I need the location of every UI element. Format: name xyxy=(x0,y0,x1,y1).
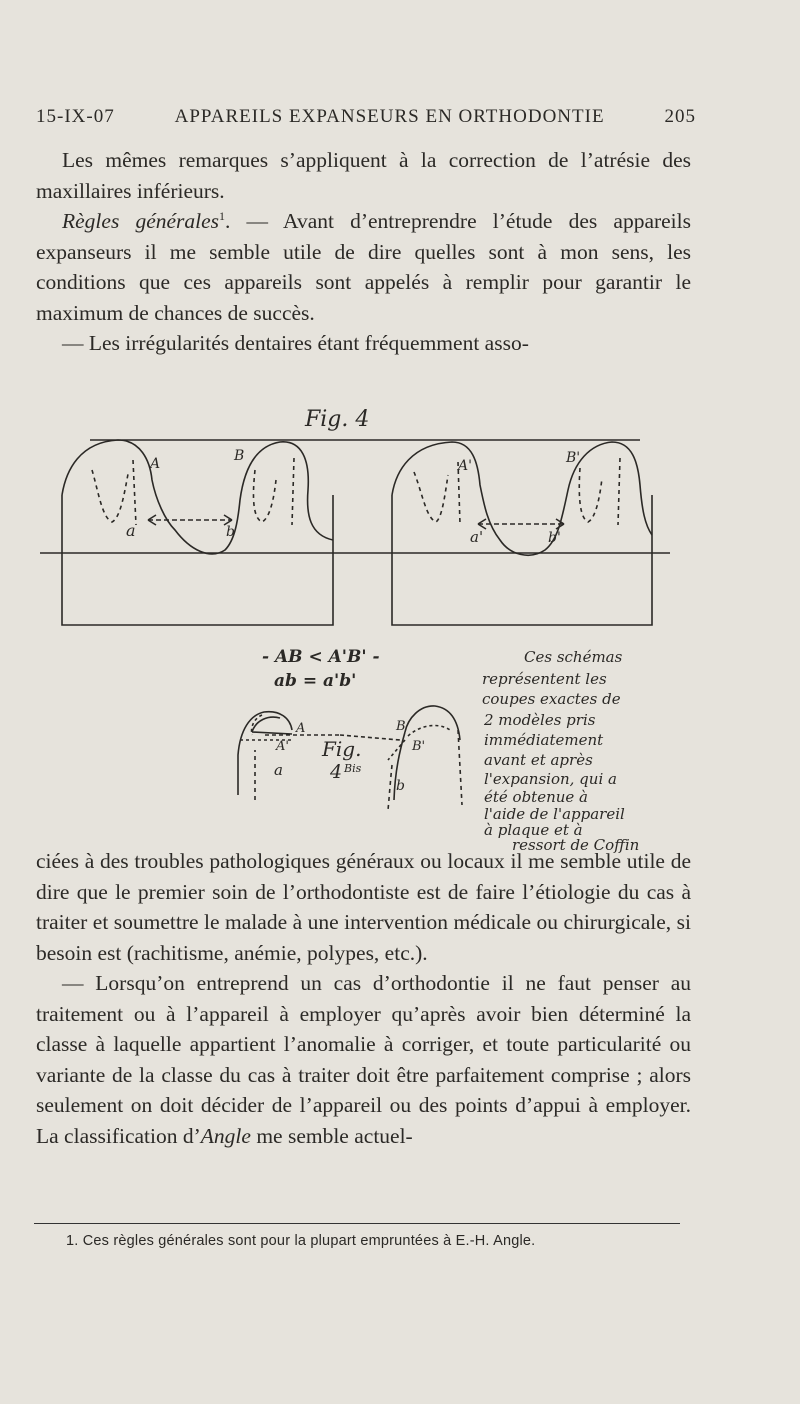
label-b-prime: b' xyxy=(548,530,561,546)
footnote-ref: 1 xyxy=(219,208,226,223)
label-B-bis: B xyxy=(396,719,406,734)
paragraph-4-end: me semble actuel- xyxy=(250,1123,413,1148)
footnote-divider xyxy=(34,1223,680,1224)
paragraph-4-text: — Lorsqu’on entreprend un cas d’orthodontie il ne faut penser au traitement ou à l’appareil à employer qu’après avoir bien déterminé la classe à laquelle appartient l’anomalie à corriger, et toute particularité ou variante de la classe du cas à traiter doit être parfaitement comprise ; alors seulement on doit décider de l’appareil ou des points d’appui à employer. La classification d’ xyxy=(36,971,691,1148)
label-A-prime-bis: A' xyxy=(276,739,289,754)
header-title: APPAREILS EXPANSEURS EN ORTHODONTIE xyxy=(174,106,605,127)
formula-inequality: - AB < A'B' - xyxy=(262,647,380,667)
label-a: a xyxy=(126,521,136,540)
author-name: Angle xyxy=(200,1123,251,1148)
fig4bis-number: 4 xyxy=(330,761,343,783)
figure-4 xyxy=(40,400,720,854)
label-B-prime-bis: B' xyxy=(412,739,426,754)
text-block-bottom xyxy=(36,846,691,1151)
text-block-top xyxy=(36,145,691,359)
paragraph-2 xyxy=(36,206,691,328)
fig4bis-suffix: Bis xyxy=(344,762,362,775)
header-date: 15-IX-07 xyxy=(36,106,115,127)
paragraph-3-continued: ciées à des troubles pathologiques généraux ou locaux il me semble utile de dire que le premier soin de l’orthodontiste est de faire l’étiologie du cas à traiter et soumettre le malade à une intervention médicale ou chirurgicale, si besoin est (rachitisme, anémie, polypes, etc.). xyxy=(36,849,691,965)
page-header xyxy=(36,106,696,128)
label-B-prime: B' xyxy=(566,450,581,466)
fig4bis-title: Fig. xyxy=(322,737,362,761)
caption-line: été obtenue à xyxy=(484,788,588,806)
caption-line: ressort de Coffin xyxy=(512,836,640,854)
label-A-bis: A xyxy=(296,721,306,736)
caption-line: avant et après xyxy=(484,751,593,769)
label-b: b xyxy=(226,524,235,540)
caption-line: Ces schémas xyxy=(524,648,623,666)
caption-line: représentent les xyxy=(482,670,607,688)
figure-caption xyxy=(482,648,639,854)
caption-line: l'aide de l'appareil xyxy=(484,805,625,823)
dental-diagram xyxy=(40,400,720,854)
caption-line: 2 modèles pris xyxy=(484,711,596,729)
label-B: B xyxy=(234,448,245,464)
paragraph-1: Les mêmes remarques s’appliquent à la correction de l’atrésie des maxillaires inférieurs. xyxy=(36,148,691,203)
caption-line: immédiatement xyxy=(484,731,604,749)
section-heading: Règles générales xyxy=(62,209,220,233)
footnote: 1. Ces règles générales sont pour la plupart empruntées à E.-H. Angle. xyxy=(66,1233,536,1249)
label-a-bis: a xyxy=(274,761,283,779)
fig4-title: Fig. 4 xyxy=(305,407,370,432)
label-A: A xyxy=(150,456,161,472)
label-A-prime: A' xyxy=(458,458,472,474)
caption-line: coupes exactes de xyxy=(482,690,621,708)
paragraph-2-text: . — Avant d’entreprendre l’étude des appareils expanseurs il me semble utile de dire quelles sont à mon sens, les conditions que ces appareils sont appelés à remplir pour garantir le maximum de chances de succès. xyxy=(36,209,691,325)
paragraph-4 xyxy=(36,968,691,1151)
label-a-prime: a' xyxy=(470,528,484,546)
paragraph-3-start: — Les irrégularités dentaires étant fréquemment asso- xyxy=(62,331,529,355)
page-number: 205 xyxy=(664,106,696,127)
formula-equality: ab = a'b' xyxy=(274,671,357,691)
caption-line: l'expansion, qui a xyxy=(484,770,617,788)
label-b-bis: b xyxy=(396,778,405,794)
caption-line: à plaque et à xyxy=(484,821,583,839)
